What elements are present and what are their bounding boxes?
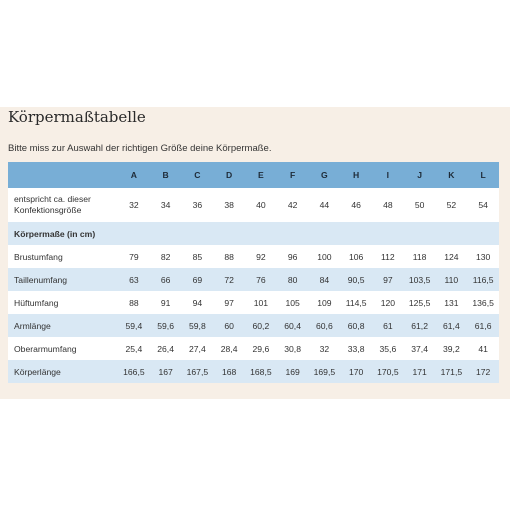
table-cell: 46 [340, 188, 372, 222]
table-cell: 110 [436, 268, 468, 291]
table-cell: 60,6 [309, 314, 341, 337]
table-cell: 97 [213, 291, 245, 314]
table-cell: 167 [150, 360, 182, 383]
table-cell: 32 [118, 188, 150, 222]
table-cell: 171,5 [436, 360, 468, 383]
table-cell: 60,2 [245, 314, 277, 337]
column-header: A [118, 162, 150, 188]
table-cell: 63 [118, 268, 150, 291]
table-cell: 59,8 [182, 314, 214, 337]
row-label: entspricht ca. dieser Konfektionsgröße [8, 188, 118, 222]
table-cell: 136,5 [467, 291, 499, 314]
header-empty-cell [8, 162, 118, 188]
table-cell: 69 [182, 268, 214, 291]
column-header: F [277, 162, 309, 188]
table-cell: 61,4 [436, 314, 468, 337]
table-cell: 32 [309, 337, 341, 360]
table-cell: 50 [404, 188, 436, 222]
table-cell: 171 [404, 360, 436, 383]
table-cell: 25,4 [118, 337, 150, 360]
table-cell: 60 [213, 314, 245, 337]
table-cell: 120 [372, 291, 404, 314]
table-cell: 130 [467, 245, 499, 268]
table-cell: 44 [309, 188, 341, 222]
table-cell: 28,4 [213, 337, 245, 360]
table-cell: 42 [277, 188, 309, 222]
column-header: I [372, 162, 404, 188]
table-cell: 112 [372, 245, 404, 268]
table-row [8, 245, 499, 268]
column-header: J [404, 162, 436, 188]
table-cell: 84 [309, 268, 341, 291]
table-cell: 166,5 [118, 360, 150, 383]
table-cell: 66 [150, 268, 182, 291]
table-cell: 124 [436, 245, 468, 268]
table-cell: 169 [277, 360, 309, 383]
section-header [8, 222, 499, 245]
table-cell: 88 [213, 245, 245, 268]
table-cell: 30,8 [277, 337, 309, 360]
table-cell: 116,5 [467, 268, 499, 291]
table-cell: 33,8 [340, 337, 372, 360]
column-header: K [436, 162, 468, 188]
column-header: B [150, 162, 182, 188]
page-title: Körpermaßtabelle [8, 108, 146, 126]
table-cell: 60,8 [340, 314, 372, 337]
column-header: C [182, 162, 214, 188]
table-cell: 172 [467, 360, 499, 383]
table-row [8, 314, 499, 337]
column-header: E [245, 162, 277, 188]
table-cell: 54 [467, 188, 499, 222]
column-header: L [467, 162, 499, 188]
table-cell: 96 [277, 245, 309, 268]
table-cell: 170,5 [372, 360, 404, 383]
table-cell: 52 [436, 188, 468, 222]
table-cell: 114,5 [340, 291, 372, 314]
table-cell: 131 [436, 291, 468, 314]
table-cell: 61,6 [467, 314, 499, 337]
table-cell: 60,4 [277, 314, 309, 337]
table-cell: 94 [182, 291, 214, 314]
table-cell: 118 [404, 245, 436, 268]
table-cell: 76 [245, 268, 277, 291]
table-cell: 100 [309, 245, 341, 268]
table-cell: 26,4 [150, 337, 182, 360]
row-label: Brustumfang [8, 245, 118, 268]
table-row [8, 268, 499, 291]
table-cell: 80 [277, 268, 309, 291]
table-cell: 109 [309, 291, 341, 314]
table-cell: 48 [372, 188, 404, 222]
table-header-row [8, 162, 499, 188]
column-header: H [340, 162, 372, 188]
column-header: G [309, 162, 341, 188]
table-cell: 169,5 [309, 360, 341, 383]
section-label: Körpermaße (in cm) [8, 222, 499, 245]
table-row [8, 360, 499, 383]
table-cell: 40 [245, 188, 277, 222]
table-cell: 167,5 [182, 360, 214, 383]
row-label: Körperlänge [8, 360, 118, 383]
row-label: Armlänge [8, 314, 118, 337]
table-cell: 82 [150, 245, 182, 268]
table-cell: 168,5 [245, 360, 277, 383]
size-chart-table [8, 162, 499, 383]
table-row [8, 337, 499, 360]
table-cell: 97 [372, 268, 404, 291]
table-cell: 92 [245, 245, 277, 268]
table-cell: 106 [340, 245, 372, 268]
row-label: Taillenumfang [8, 268, 118, 291]
table-cell: 39,2 [436, 337, 468, 360]
table-cell: 29,6 [245, 337, 277, 360]
row-label: Hüftumfang [8, 291, 118, 314]
table-cell: 41 [467, 337, 499, 360]
table-cell: 37,4 [404, 337, 436, 360]
table-cell: 27,4 [182, 337, 214, 360]
table-cell: 38 [213, 188, 245, 222]
table-cell: 85 [182, 245, 214, 268]
table-cell: 91 [150, 291, 182, 314]
table-cell: 170 [340, 360, 372, 383]
table-cell: 59,6 [150, 314, 182, 337]
table-cell: 105 [277, 291, 309, 314]
table-cell: 72 [213, 268, 245, 291]
table-cell: 61 [372, 314, 404, 337]
table-cell: 61,2 [404, 314, 436, 337]
table-cell: 59,4 [118, 314, 150, 337]
row-label: Oberarmumfang [8, 337, 118, 360]
table-cell: 90,5 [340, 268, 372, 291]
table-cell: 88 [118, 291, 150, 314]
table-row [8, 291, 499, 314]
table-cell: 35,6 [372, 337, 404, 360]
table-cell: 79 [118, 245, 150, 268]
page-subtitle: Bitte miss zur Auswahl der richtigen Größe deine Körpermaße. [8, 143, 272, 154]
table-cell: 34 [150, 188, 182, 222]
table-cell: 36 [182, 188, 214, 222]
table-row-konfektion [8, 188, 499, 222]
column-header: D [213, 162, 245, 188]
table-cell: 125,5 [404, 291, 436, 314]
table-cell: 103,5 [404, 268, 436, 291]
table-cell: 101 [245, 291, 277, 314]
table-cell: 168 [213, 360, 245, 383]
